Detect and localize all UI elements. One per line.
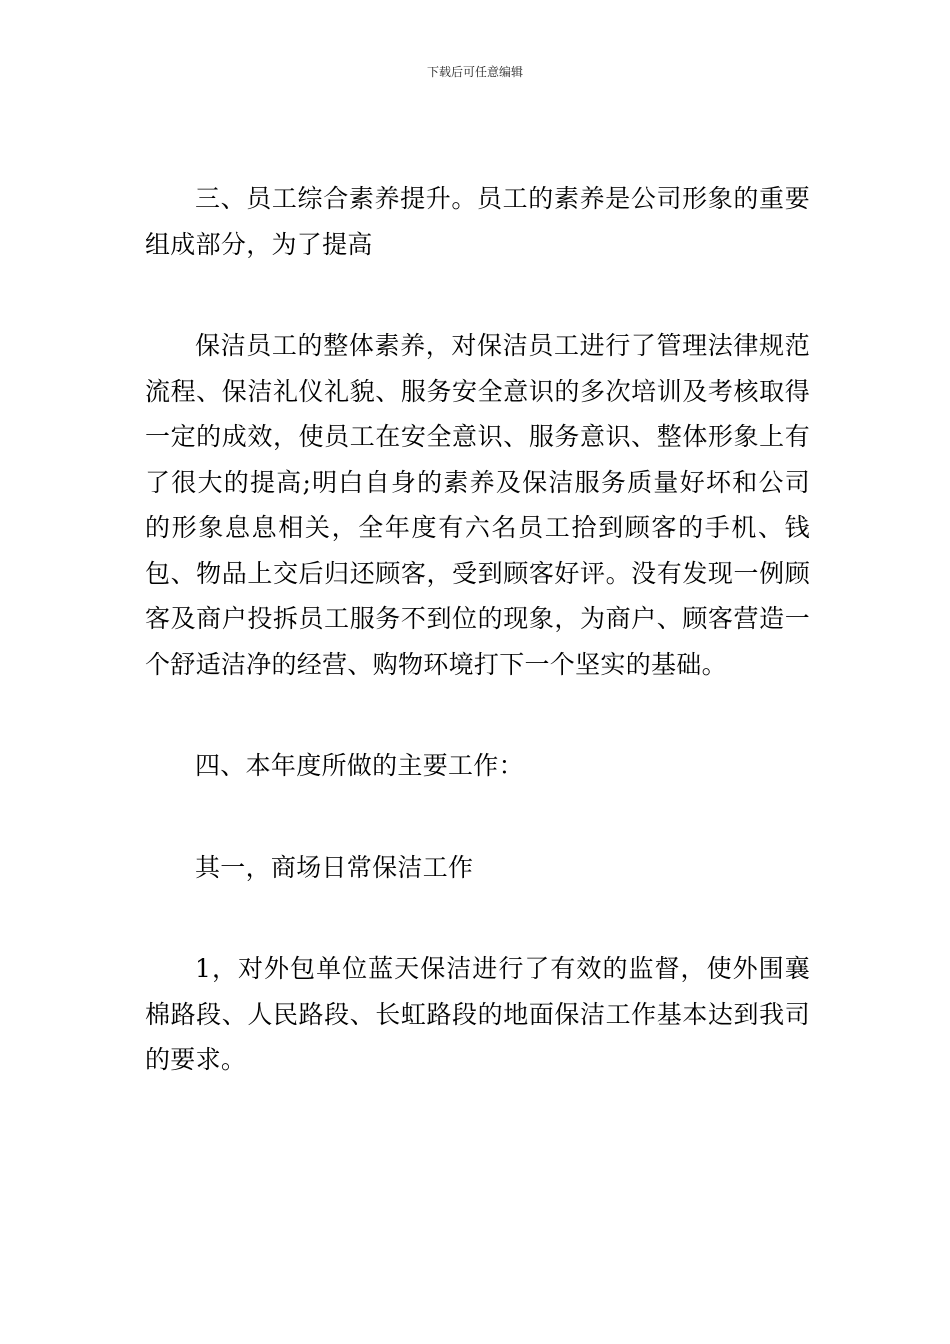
- paragraph-gap: [145, 267, 810, 323]
- paragraph-gap: [145, 687, 810, 743]
- section-heading-main-work: 四、本年度所做的主要工作：: [195, 751, 524, 780]
- paragraph-staff-quality-detail: 保洁员工的整体素养，对保洁员工进行了管理法律规范流程、保洁礼仪礼貌、服务安全意识的多次培训及考核取得一定的成效，使员工在安全意识、服务意识、整体形象上有了很大的提高;明白自身的素养及保洁服务质量好坏和公司的形象息息相关，全年度有六名员工拾到顾客的手机、钱包、物品上交后归还顾客，受到顾客好评。没有发现一例顾客及商户投拆员工服务不到位的现象，为商户、顾客营造一个舒适洁净的经营、购物环境打下一个坚实的基础。: [145, 331, 810, 679]
- page-header-note: 下载后可任意编辑: [426, 65, 523, 79]
- document-body: [145, 176, 810, 1083]
- subsection-heading-daily-cleaning: 其一，商场日常保洁工作: [195, 852, 474, 882]
- paragraph-gap: [145, 789, 810, 845]
- paragraph-item-1: 1，对外包单位蓝天保洁进行了有效的监督，使外围襄棉路段、人民路段、长虹路段的地面保洁工作基本达到我司的要求。: [145, 954, 810, 1074]
- paragraph-staff-quality-intro: 三、员工综合素养提升。员工的素养是公司形象的重要组成部分，为了提高: [145, 184, 810, 259]
- paragraph-gap: [145, 890, 810, 946]
